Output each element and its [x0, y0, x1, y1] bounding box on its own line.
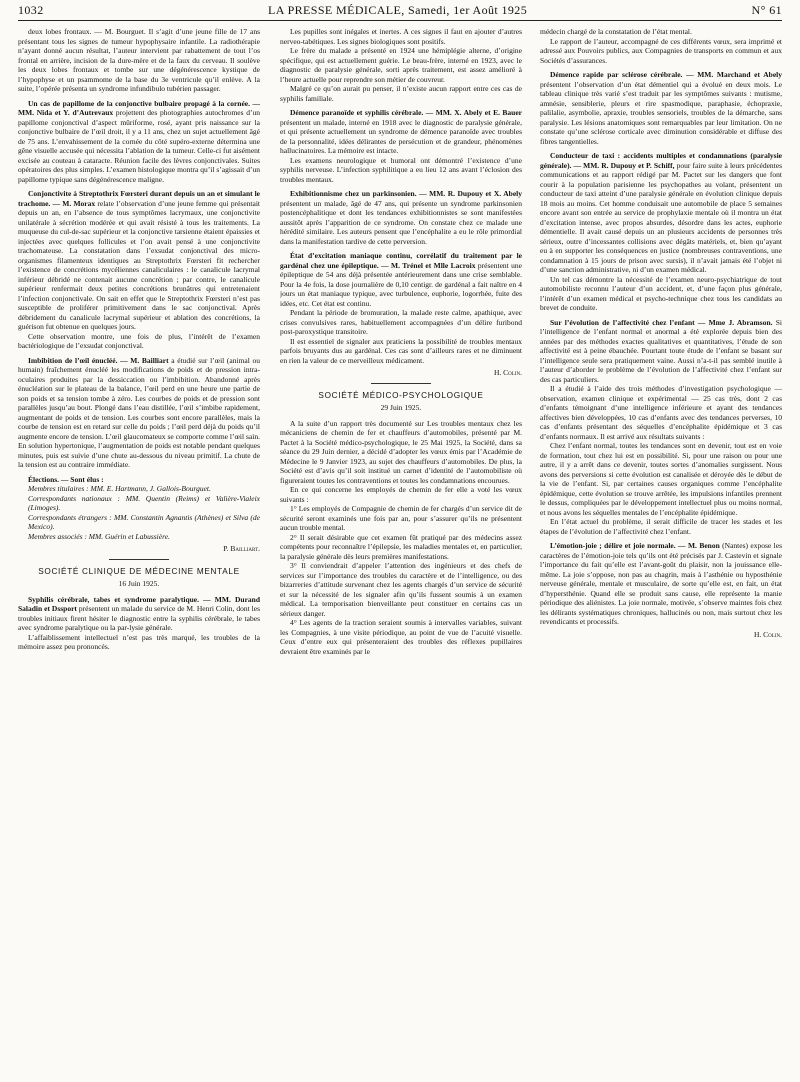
- issue-number: N° 61: [751, 3, 782, 17]
- section-date: 29 Juin 1925.: [380, 403, 422, 412]
- paragraph: Chez l’enfant normal, toutes les tendances sont en devenir, tout est en voie de formation, tout chez lui est en possibilité. Si, pour une raison ou pour une autre, il y a arrêt dans ce devenir, toutes sortes d’anomalies surgissent. Nous avons des perversions si cette évolution est canalisée et déroyée dès le début de la vie de l’enfant. Si, par certaines causes organiques comme l’encéphalite épidémique, cette évolution se trouve arrêtée, les impulsions infantiles prennent le dessus, compliquées par le développement intellectuel plus ou moins normal, et nous avons les séquelles mentales de l’encéphalite épidémique.: [540, 441, 782, 517]
- paragraph-body: présentent un malade, âgé de 47 ans, qui présente un syndrome parkinsonien postencéphalitique et dont les tendances exhibitionnistes se sont manifestées aussitôt après l’apparition de ce syndrome. On constate chez ce malade une hérédité similaire. Les auteurs pensent que l’encéphalite a eu le rôle primordial dans la manifestation tardive de cette perversion.: [280, 198, 522, 246]
- divider: [109, 559, 169, 560]
- paragraph-heading: Conducteur de taxi : accidents multiples et condamnations (paralysie générale). — MM. R. Dupouy et P. Schiff,: [540, 151, 782, 170]
- signature: P. Bailliart.: [223, 544, 260, 553]
- paragraph-heading: Exhibitionnisme chez un parkinsonien. — MM. R. Dupouy et X. Abely: [290, 189, 522, 198]
- paragraph-heading: État d’excitation maniaque continu, corrélatif du traitement par le gardénal chez une épileptique. — M. Trénel et Mlle Lacroix: [280, 251, 522, 270]
- column-1: [18, 27, 260, 1077]
- header-rule: [18, 20, 782, 21]
- paragraph-heading: Syphilis cérébrale, tabes et syndrome paralytique. — MM. Durand Saladin et Dssport: [18, 594, 260, 613]
- paragraph: Les examens neurologique et humoral ont démontré l’existence d’une syphilis nerveuse. L’infection syphilitique a eu lieu 12 ans avant l’éclosion des troubles mentaux.: [280, 155, 522, 184]
- paragraph: [18, 99, 260, 185]
- paragraph: Cette observation montre, une fois de plus, l’intérêt de l’examen bactériologique de l’exsudat conjonctival.: [18, 331, 260, 350]
- paragraph-body: a étudié sur l’œil (animal ou humain) fraîchement énucléé les modifications de poids et de pression intra-oculaires produites par la dessiccation ou l’imbibition. Abandonné après énucléation sur le plateau de la balance, l’œil perd en une heure une partie de son poids et sa tension tombe à zéro. Les courbes de poids et de pression sont parallèles jusqu’au bout. Plongé dans l’eau distillée, l’œil s’imbibe rapidement, augmentant de poids et de tension. Les courbes sont encore parallèles, mais la courbe de tension est en retard sur celle du poids ; l’œil perd déjà du poids qu’il augmente encore de tension. L’œil glaucomateux se comporte comme l’œil sain. En solution hypertonique, l’augmentation de poids est notable pendant quelques minutes, puis est suivie d’une chute au-dessous du niveau primitif. La chute de la tension est au contraire immédiate.: [18, 355, 260, 469]
- paragraph: 1° Les employés de Compagnie de chemin de fer chargés d’un service dit de sécurité seront examinés une fois par an, pour s’assurer qu’ils ne présentent aucun trouble mental.: [280, 504, 522, 532]
- paragraph: Les pupilles sont inégales et inertes. A ces signes il faut en ajouter d’autres nerveo-tabétiques. Les signes biologiques sont positifs.: [280, 27, 522, 46]
- paragraph: [280, 108, 522, 156]
- paragraph-heading: Démence rapide par sclérose cérébrale. — MM. Marchand et Abely: [550, 70, 782, 79]
- section-title: SOCIÉTÉ MÉDICO-PSYCHOLOGIQUE: [318, 390, 484, 400]
- paragraph-body: présentent une épileptique de 54 ans déjà présentée antérieurement dans une crise semblable. Pour la 4e fois, la dose journalière de 0,10 centigr. de gardénal a fait naître en 4 jours un état maniaque typique, avec turbulence, euphorie, logorrhée, fuite des idées, etc. Cet état est continu.: [280, 260, 522, 308]
- column-2: [280, 27, 522, 1077]
- paragraph: médecin chargé de la constatation de l’état mental.: [540, 27, 692, 36]
- paragraph: deux lobes frontaux. — M. Bourguet. Il s’agit d’une jeune fille de 17 ans présentant tous les signes de tumeur hypophysaire infantile. La radiothérapie n’ayant donné aucun résultat, l’auteur intervient par rabattement de tout l’os frontal en arrière, incision de la dure-mère et de la faux du cerveau. Il soulève les deux lobes frontaux et tombe sur une dégénérescence kystique de l’hypophyse et un psammome de la base du 3e ventricule qu’il enlève. A la suite, l’opérée présenta un syndrome infundibulo tubérien passager.: [18, 27, 260, 93]
- paragraph: L’affaiblissement intellectuel n’est pas très marqué, les troubles de la mémoire assez peu prononcés.: [18, 632, 260, 651]
- paragraph: [540, 318, 782, 385]
- paragraph-body: présentent un malade, interné en 1918 avec le diagnostic de paralysie générale, et qui présente actuellement un syndrome de démence paranoïde avec troubles de la personnalité, idées délirantes de persécution et de grandeur, phénomènes hallucinatoires. La mémoire est intacte.: [280, 117, 522, 155]
- column-3: [540, 27, 782, 1077]
- elections-heading: Élections. — Sont élus :: [28, 474, 104, 484]
- elections-line: Correspondants nationaux : MM. Quentin (Reims) et Valière-Vialeix (Limoges).: [28, 493, 260, 512]
- section-date: 16 Juin 1925.: [118, 579, 160, 588]
- paragraph: [18, 595, 260, 633]
- paragraph: 2° Il serait désirable que cet examen fût pratiqué par des médecins assez compétents pour reconnaître l’épilepsie, les maladies mentales et, en particulier, la paralysie générale dès leurs premières manifestations.: [280, 532, 522, 561]
- paragraph: A la suite d’un rapport très documenté sur Les troubles mentaux chez les mécaniciens de chemin de fer et chauffeurs d’automobiles, présenté par M. Pactet à la Société médico-psychologique, le 25 Mai 1925, la Société, dans sa séance du 29 Juin dernier, a décidé d’adopter les vœux émis par l’Académie de Médecine le 9 Janvier 1923, au sujet des chauffeurs d’automobiles. De plus, la Société est d’avis qu’il soit institué un carnet d’identité de l’automobiliste où figureraient toutes les contraventions et toutes les condamnations encourues.: [280, 418, 522, 485]
- elections-line: Membres titulaires : MM. E. Hartmann, J. Gallois-Bourguet.: [28, 484, 211, 493]
- paragraph: [18, 189, 260, 332]
- paragraph-heading: Sur l’évolution de l’affectivité chez l’enfant — Mme J. Abramson.: [550, 317, 773, 327]
- paragraph-heading: L’émotion-joie ; délire et joie normale. — M. Benon: [550, 541, 720, 550]
- paragraph: [280, 251, 522, 308]
- signature: H. Colin.: [754, 629, 782, 639]
- signature: H. Colin.: [494, 368, 522, 377]
- paragraph: [18, 356, 260, 470]
- paragraph: Pendant la période de bromuration, la malade reste calme, apathique, avec crises convulsives rares, habituellement accompagnées d’un délire furibond post-paroxystique transitoire.: [280, 308, 522, 336]
- paragraph: Il a étudié à l’aide des trois méthodes d’investigation psychologique — observation, examen clinique et expérimental — 25 cas très, dont 2 cas d’enfants témoignant d’une intelligence inférieure et ayant des tendances affectives bien développées, 10 cas d’enfants avec des tendances perverses, 10 cas d’enfants présentant des séquelles d’encéphalite épidémique et 3 cas d’enfants normaux. Il est arrivé aux résultats suivants :: [540, 384, 782, 441]
- paragraph-body: projettent des photographies autochromes d’un papillome conjonctival d’aspect mûriforme, rosé, ayant pris naissance sur la conjonctive bulbaire de l’œil droit, il y a 11 ans, chez un sujet actuellement âgé de 75 ans. L’envahissement de la cornée du côté supéro-externe détermina une gêne visuelle accusée qui nécessita l’ablation de la tumeur. Celle-ci fut aisément excisée au couteau à cataracte. Réunion facile des lèvres conjonctivales. Suites opératoires des plus simples. L’examen histologique montra qu’il s’agissait d’un papillome typique sans dégénérescence maligne.: [18, 108, 260, 184]
- elections-line: Membres associés : MM. Guérin et Labussière.: [28, 531, 170, 541]
- elections-line: Correspondants étrangers : MM. Constantin Agnantis (Athènes) et Silva (de Mexico).: [28, 512, 260, 531]
- paragraph-body: Si l’intelligence de l’enfant normal et anormal a été explorée depuis bien des années par des méthodes exactes qualitatives et quantitatives, l’étude de son affectivité est à peine ébauchée. Pourtant toute étude de l’enfant se basant sur l’intelligence seule sera pratiquement vaine. Aussi n’a-t-il pas semblé inutile à l’auteur d’aborder le problème de l’évolution de l’affectivité chez l’enfant sur des cas particuliers.: [540, 317, 782, 384]
- paragraph: Le frère du malade a présenté en 1924 une hémiplégie alterne, d’origine spécifique, qui est actuellement guérie. Le beau-frère, interné en 1923, avec le diagnostic de paralysie générale, sorti après traitement, est assez amélioré à l’heure actuelle pour reprendre son métier de couvreur.: [280, 46, 522, 84]
- paragraph-body: (Nantes) expose les caractères de l’émotion-joie tels qu’ils ont été précisés par J. Castevin et signale l’importance du fait qu’elle est l’avant-goût du plaisir, non la jouissance elle-même. La joie s’oppose, non pas au chagrin, mais à l’asthénie ou hyposthénie nerveuse générale, mentale et musculaire, de sorte qu’elle est, en fait, un état d’hypersthénie. Quand elle se produit sans cause, elle représente la manie périodique des aliénistes. La joie normale, motivée, s’observe maintes fois chez les délirants systématiques chroniques, hallucinés ou non, mais surtout chez les revendicants et processifs.: [540, 541, 782, 626]
- paragraph-body: pour faire suite à leurs précédentes communications et au rapport rédigé par M. Pactet sur les dangers que font courir à la population parisienne les psychopathes au volant, présentent un conducteur de taxi atteint d’une paralysie générale en évolution clinique depuis 18 mois au moins. Cet homme conduisait une automobile de place 5 semaines encore avant son entrée au service de prophylaxie mentale où il montra un état d’excitation intense, avec propos absurdes, désordre dans les actes, euphorie démentielle. Il avait causé depuis un an plusieurs accidents de personnes très sérieux, outre d’incessantes collisions avec dégâts matériels, et, bien qu’ayant eu à en supporter les conséquences en justice (nombreuses contraventions, une condamnation à 15 jours de prison avec sursis), il n’avait jamais été l’objet ni d’une sanction administrative, ni d’un examen médical.: [540, 160, 782, 274]
- paragraph: 4° Les agents de la traction seraient soumis à intervalles variables, suivant les Compagnies, à une visite périodique, au point de vue de l’acuité visuelle. Ceux d’entre eux qui présenteraient des troubles des réflexes pupillaires devraient être examinés par le: [280, 618, 522, 656]
- paragraph: [540, 151, 782, 275]
- paragraph: En ce qui concerne les employés de chemin de fer elle a voté les vœux suivants :: [280, 485, 522, 504]
- paragraph-heading: Un cas de papillome de la conjonctive bulbaire propagé à la cornée. — MM. Nida et Y. d’Autrevaux: [18, 98, 260, 117]
- page-number: 1032: [18, 3, 44, 17]
- paragraph: Malgré ce qu’on aurait pu penser, il n’existe aucun rapport entre ces cas de syphilis familiale.: [280, 84, 522, 103]
- paragraph-heading: Démence paranoïde et syphilis cérébrale. — MM. X. Abely et E. Bauer: [290, 108, 522, 117]
- paragraph: Un tel cas démontre la nécessité de l’examen neuro-psychiatrique de tout automobiliste reconnu l’auteur d’un accident, et, d’une façon plus générale, l’intérêt d’un examen médical et psycho-technique chez tous les candidats au brevet de conduite.: [540, 274, 782, 312]
- paragraph: [540, 70, 782, 146]
- paragraph: [540, 541, 782, 627]
- paragraph-heading: Conjonctivite à Streptothrix Fœrsteri durant depuis un an et simulant le trachome. — M. Morax: [18, 189, 260, 208]
- paragraph-body: relate l’observation d’une jeune femme qui présentait depuis un an, en l’absence de tous symptômes lacrymaux, une conjonctivite unilatérale à sécrétion modérée et qui avait résisté à tous les traitements. La muqueuse du cul-de-sac supérieur et la conjonctive tarsienne étaient épaissies et injectées avec quelques follicules et l’on avait pensé à une conjonctivite trachomateuse. La constatation dans l’exsudat conjonctival des micro-organismes filamenteux identiques au Streptothrix Fœrsteri fit rechercher l’existence de concrétions mycéliennes canaliculaires : le canalicule lacrymal inférieur débridé ne contenait aucune concrétion ; par contre, le canalicule supérieur renfermait deux petites concrétions brunâtres qui entretenaient l’infection conjonctivale. On sait en effet que le Streptothrix Fœrsteri n’est pas susceptible de proliférer primitivement dans le sac conjonctival. Après débridement du canalicule lacrymal supérieur et ablation des concrétions, la guérison fut obtenue en quelques jours.: [18, 198, 260, 331]
- paragraph: Il est essentiel de signaler aux praticiens la possibilité de troubles mentaux parfois bruyants dus au gardénal. Ces cas sont d’ailleurs rares et ne diminuent en rien la valeur de ce merveilleux médicament.: [280, 336, 522, 365]
- running-header: [18, 3, 782, 19]
- paragraph: En l’état actuel du problème, il serait difficile de tracer les stades et les étapes de l’évolution de l’affectivité chez l’enfant.: [540, 517, 782, 536]
- paragraph: [280, 189, 522, 246]
- section-title: SOCIÉTÉ CLINIQUE DE MÉDECINE MENTALE: [38, 566, 240, 576]
- paragraph-body: présentent un malade du service de M. Henri Colin, dont les troubles initiaux firent hésiter le diagnostic entre la syphilis cérébrale, le tabes avec syndrome paralytique ou la par-lysie générale.: [18, 604, 260, 632]
- paragraph-heading: Imbibition de l’œil énucléé. — M. Bailliart: [28, 355, 169, 365]
- paragraph: Le rapport de l’auteur, accompagné de ces différents vœux, sera imprimé et adressé aux Pouvoirs publics, aux Compagnies de transports en commun et aux Sociétés d’assurances.: [540, 36, 782, 65]
- paragraph-body: présentent l’observation d’un état démentiel qui a évolué en deux mois. Le tableau clinique très varié s’est traduit par les symptômes suivants : mutisme, amnésie, sensiblerie, pleurs et rire spasmodique, paraphasie, échopraxie, palilalie, asymbolie, apraxie, troubles sensoriels, troubles de la démarche, sans paralysie. Les lésions anatomiques sont remarquables par leur limitation. On ne constate qu’une sclérose corticale avec diminution considérable et diffuse des fibres tangentielles.: [540, 79, 782, 146]
- paragraph: 3° Il conviendrait d’appeler l’attention des ingénieurs et des chefs de services sur l’importance des troubles du caractère et de l’intelligence, ou des bizarreries d’attitude survenant chez les agents chargés d’un service de sécurité et sur la nécessité de les signaler afin qu’ils fussent soumis à un examen médical. La temporisation bienveillante peut constituer en certains cas un sérieux danger.: [280, 561, 522, 618]
- divider: [371, 383, 431, 384]
- journal-title: LA PRESSE MÉDICALE, Samedi, 1er Août 1925: [268, 3, 528, 17]
